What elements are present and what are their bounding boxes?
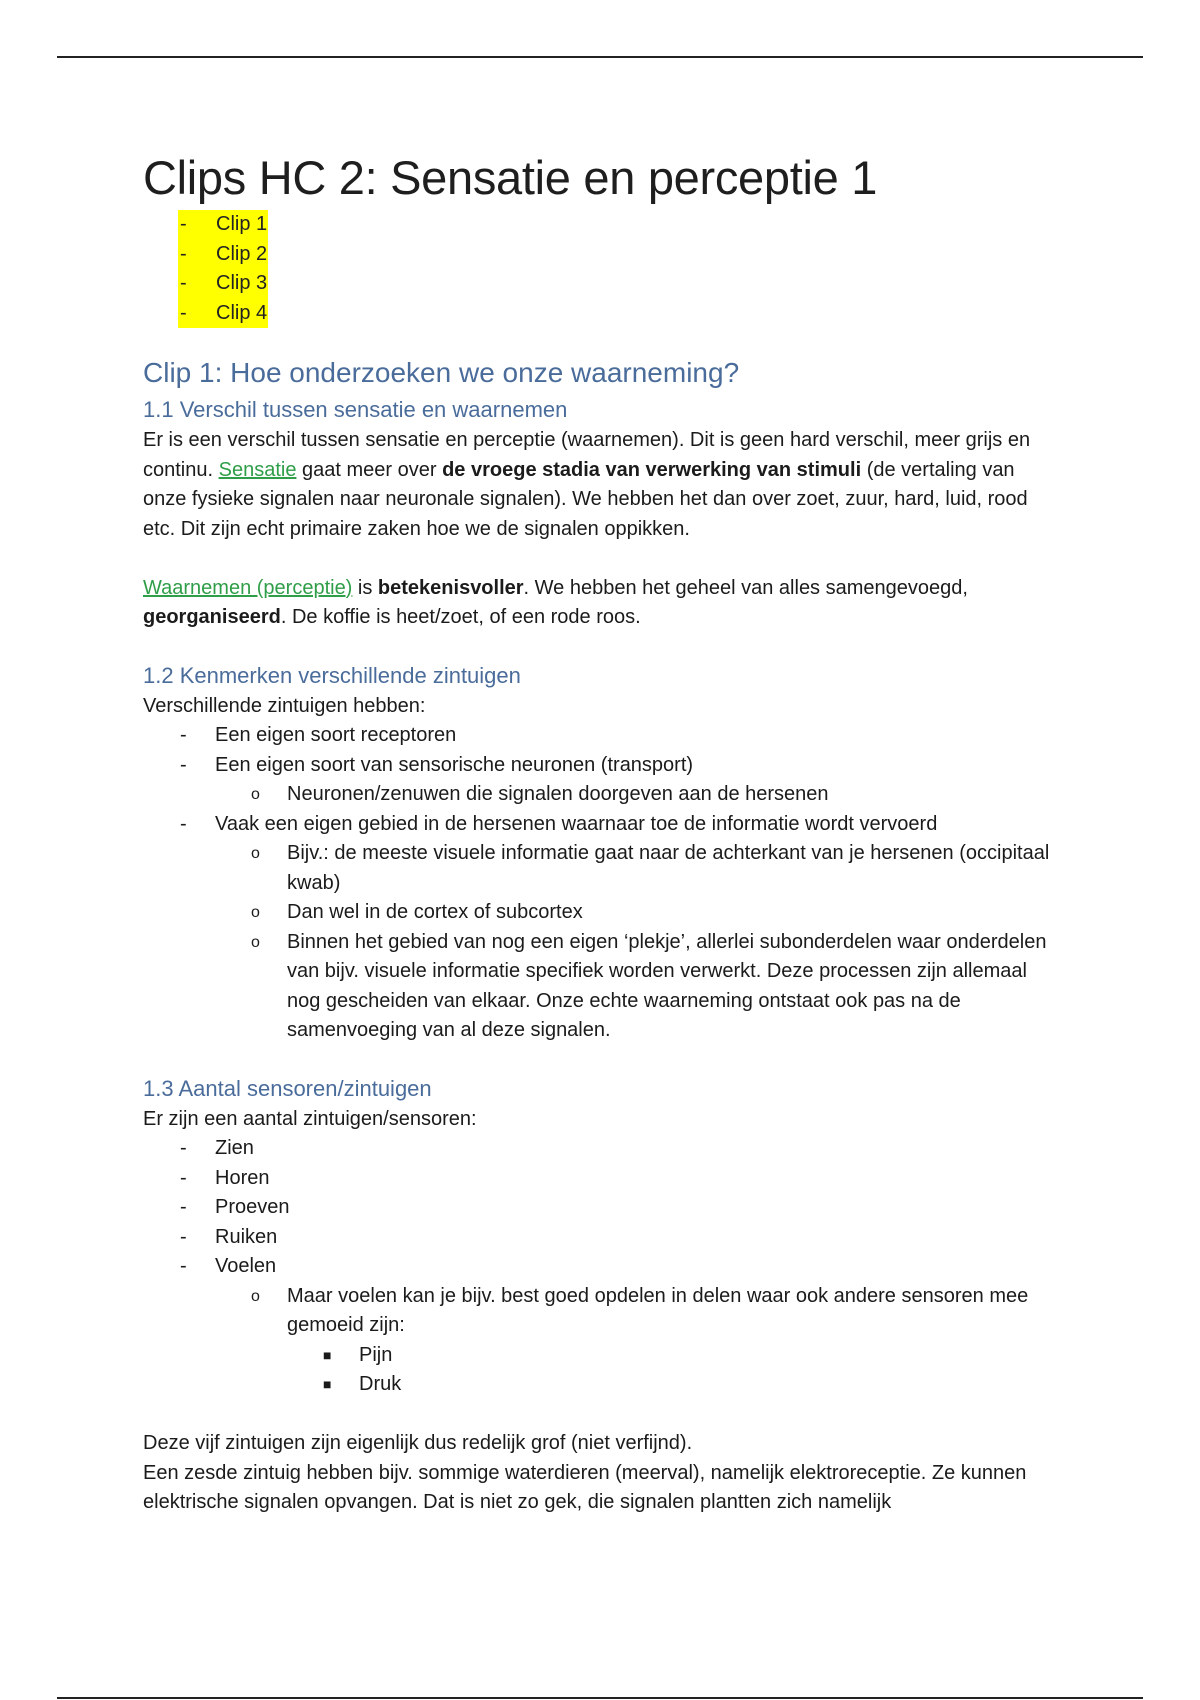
clip-list-item: - Clip 2 bbox=[178, 240, 268, 270]
page-title: Clips HC 2: Sensatie en perceptie 1 bbox=[143, 151, 878, 204]
paragraph-intro-zintuigen: Verschillende zintuigen hebben: bbox=[143, 694, 426, 717]
subsection-heading-1-1: 1.1 Verschil tussen sensatie en waarnemen bbox=[143, 397, 568, 422]
paragraph-sensatie: Er is een verschil tussen sensatie en perceptie (waarnemen). Dit is geen hard verschil, meer grijs en continu. Sensatie gaat meer over de vroege stadia van verwerking van stimuli (de vertaling van onze fysieke signalen naar neuronale signalen). We hebben het dan over zoet, zuur, hard, luid, rood etc. Dit zijn echt primaire zaken hoe we de signalen oppikken. bbox=[143, 429, 1031, 540]
footer-rule bbox=[57, 1697, 1143, 1699]
list-item: - Proeven bbox=[180, 1196, 290, 1218]
document-page bbox=[143, 150, 1063, 1518]
sensatie-link[interactable]: Sensatie bbox=[218, 458, 297, 481]
list-item: - Horen bbox=[180, 1166, 270, 1189]
paragraph-waarnemen: Waarnemen (perceptie) is betekenisvoller. We hebben het geheel van alles samengevoegd, georganiseerd. De koffie is heet/zoet, of een rode roos. bbox=[143, 576, 968, 628]
header-rule bbox=[57, 56, 1143, 58]
section-heading-clip1: Clip 1: Hoe onderzoeken we onze waarneming? bbox=[143, 357, 740, 388]
sub-list-item: o Neuronen/zenuwen die signalen doorgeven aan de hersenen bbox=[251, 783, 829, 805]
paragraph-outro-2: Een zesde zintuig hebben bijv. sommige waterdieren (meerval), namelijk elektroreceptie. Ze kunnen elektrische signalen opvangen. Dat is niet zo gek, die signalen plantten zich namelijk bbox=[143, 1461, 1027, 1513]
list-item: - Een eigen soort van sensorische neuronen (transport) o Neuronen/zenuwen die signalen doorgeven aan de hersenen bbox=[143, 751, 1063, 810]
sub-list-item: o Bijv.: de meeste visuele informatie gaat naar de achterkant van je hersenen (occipitaal kwab) bbox=[251, 842, 1050, 894]
list-item: - Vaak een eigen gebied in de hersenen waarnaar toe de informatie wordt vervoerd o Bijv.: de meeste visuele informatie gaat naar de achterkant van je hersenen (occipitaal kwab) o Dan wel in de cortex of subcortex o Binnen het gebied van nog een eigen ‘plekje’, allerlei subonderdelen waar onderdelen van bijv. visuele informatie specifiek worden verwerkt. Deze processen zijn allemaal nog gescheiden van elkaar. Onze echte waarneming ontstaat ook pas na de samenvoeging van al deze signalen. bbox=[143, 810, 1063, 1046]
clip-list-item: - Clip 1 bbox=[178, 210, 268, 240]
paragraph-intro-sensoren: Er zijn een aantal zintuigen/sensoren: bbox=[143, 1107, 477, 1130]
clip-list-item: - Clip 3 bbox=[178, 269, 268, 299]
list-item: - Ruiken bbox=[180, 1225, 278, 1248]
list-item: - Voelen o Maar voelen kan je bijv. best goed opdelen in delen waar ook andere sensoren mee gemoeid zijn: ■ Pijn ■ Druk bbox=[143, 1252, 1063, 1400]
subsection-heading-1-2: 1.2 Kenmerken verschillende zintuigen bbox=[143, 662, 521, 688]
kenmerken-list bbox=[143, 721, 1063, 1046]
list-item: - Zien bbox=[180, 1137, 254, 1159]
clip-list-item: - Clip 4 bbox=[178, 299, 268, 329]
waarnemen-link[interactable]: Waarnemen (perceptie) bbox=[143, 576, 353, 599]
clip-list bbox=[143, 210, 1063, 328]
list-item: - Een eigen soort receptoren bbox=[180, 724, 457, 746]
paragraph-outro-1: Deze vijf zintuigen zijn eigenlijk dus redelijk grof (niet verfijnd). bbox=[143, 1432, 693, 1454]
sub-sub-list-item: ■ Pijn bbox=[323, 1343, 393, 1366]
sub-list-item: o Maar voelen kan je bijv. best goed opdelen in delen waar ook andere sensoren mee gemoeid zijn: ■ Pijn ■ Druk bbox=[215, 1282, 1063, 1400]
sub-list-item: o Binnen het gebied van nog een eigen ‘plekje’, allerlei subonderdelen waar onderdelen van bijv. visuele informatie specifiek worden verwerkt. Deze processen zijn allemaal nog gescheiden van elkaar. Onze echte waarneming ontstaat ook pas na de samenvoeging van al deze signalen. bbox=[251, 930, 1047, 1041]
sub-list-item: o Dan wel in de cortex of subcortex bbox=[251, 901, 583, 923]
subsection-heading-1-3: 1.3 Aantal sensoren/zintuigen bbox=[143, 1075, 432, 1101]
sub-sub-list-item: ■ Druk bbox=[323, 1373, 402, 1395]
senses-list bbox=[143, 1134, 1063, 1400]
